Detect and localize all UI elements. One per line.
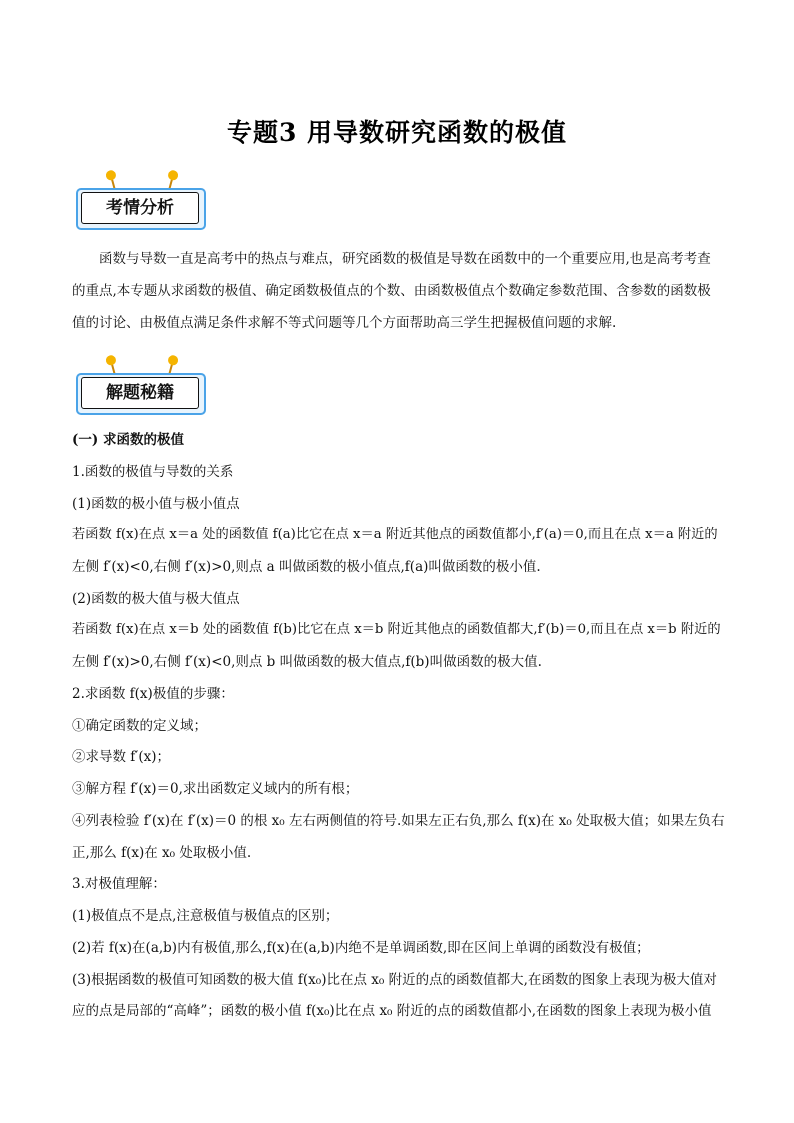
text-line: 左侧 f′(x)>0,右侧 f′(x)<0,则点 b 叫做函数的极大值点,f(b)叫做函数的极大值.	[72, 654, 542, 670]
text-line: ①确定函数的定义域；	[72, 718, 207, 734]
text-line: 1.函数的极值与导数的关系	[72, 464, 234, 480]
page-title: 专题3 用导数研究函数的极值	[226, 118, 568, 147]
intro-paragraph: 函数与导数一直是高考中的热点与难点，研究函数的极值是导数在函数中的一个重要应用,也是高考考查的重点,本专题从求函数的极值、确定函数极值点的个数、由函数极值点个数确定参数范围、含参数的函数极值的讨论、由极值点满足条件求解不等式问题等几个方面帮助高三学生把握极值问题的求解.	[72, 251, 711, 331]
section-heading: (一) 求函数的极值	[72, 432, 184, 448]
text-line: 2.求函数 f(x)极值的步骤：	[72, 686, 234, 702]
text-line: 应的点是局部的“高峰”；函数的极小值 f(x₀)比在点 x₀ 附近的点的函数值都小,在函数的图象上表现为极小值	[72, 1003, 712, 1019]
text-line: (3)根据函数的极值可知函数的极大值 f(x₀)比在点 x₀ 附近的点的函数值都大,在函数的图象上表现为极大值对	[72, 972, 717, 988]
text-line: (1)函数的极小值与极小值点	[72, 496, 240, 512]
text-line: ③解方程 f′(x)＝0,求出函数定义域内的所有根；	[72, 781, 359, 797]
text-line: (1)极值点不是点,注意极值与极值点的区别；	[72, 908, 339, 924]
text-line: 左侧 f′(x)<0,右侧 f′(x)>0,则点 a 叫做函数的极小值点,f(a)叫做函数的极小值.	[72, 559, 541, 575]
text-line: ④列表检验 f′(x)在 f′(x)＝0 的根 x₀ 左右两侧值的符号.如果左正右负,那么 f(x)在 x₀ 处取极大值；如果左负右	[72, 813, 725, 829]
badge-label: 考情分析	[81, 192, 199, 224]
text-line: 若函数 f(x)在点 x＝b 处的函数值 f(b)比它在点 x＝b 附近其他点的函数值都大,f′(b)＝0,而且在点 x＝b 附近的	[72, 622, 721, 637]
text-line: 3.对极值理解：	[72, 876, 166, 892]
section-badge-analysis	[76, 188, 206, 228]
text-line: 若函数 f(x)在点 x＝a 处的函数值 f(a)比它在点 x＝a 附近其他点的函数值都小,f′(a)＝0,而且在点 x＝a 附近的	[72, 527, 718, 542]
section-badge-tips	[76, 373, 206, 413]
text-line: 正,那么 f(x)在 x₀ 处取极小值.	[72, 845, 252, 861]
text-line: (2)函数的极大值与极大值点	[72, 591, 240, 607]
text-line: ②求导数 f′(x)；	[72, 749, 171, 765]
badge-label: 解题秘籍	[81, 377, 199, 409]
text-line: (2)若 f(x)在(a,b)内有极值,那么,f(x)在(a,b)内绝不是单调函数,即在区间上单调的函数没有极值；	[72, 940, 650, 956]
